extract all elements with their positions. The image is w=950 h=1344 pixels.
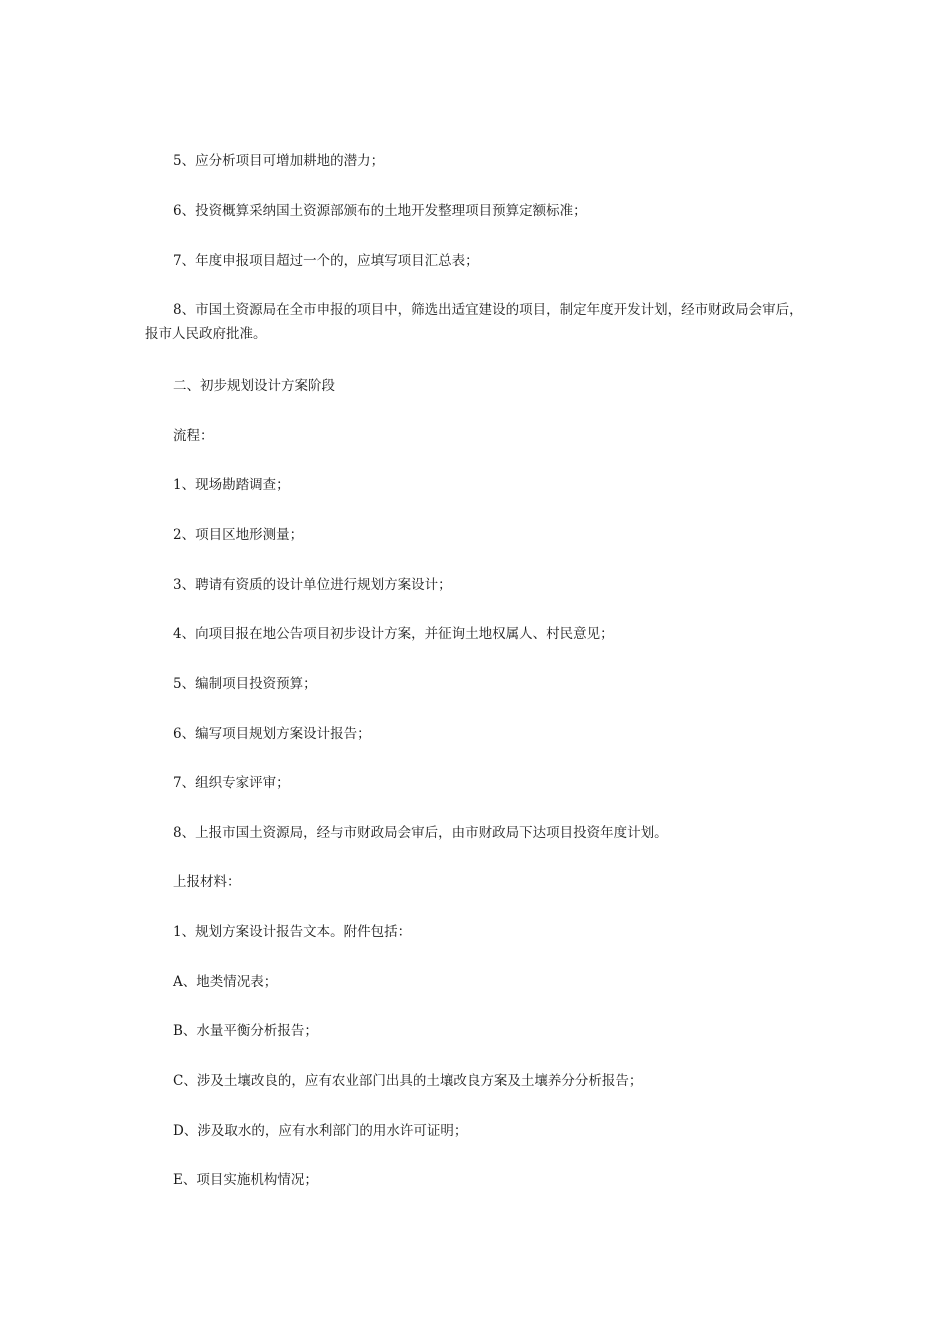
paragraph-9: 3、聘请有资质的设计单位进行规划方案设计； (173, 577, 452, 593)
paragraph-3: 7、年度申报项目超过一个的，应填写项目汇总表； (173, 253, 479, 269)
paragraph-7: 1、现场勘踏调查； (173, 477, 290, 493)
paragraph-11: 5、编制项目投资预算； (173, 676, 317, 692)
paragraph-10: 4、向项目报在地公告项目初步设计方案，并征询土地权属人、村民意见； (173, 626, 614, 642)
paragraph-4: 8、市国土资源局在全市申报的项目中，筛选出适宜建设的项目，制定年度开发计划，经市财政局会审后，报市人民政府批准。 (145, 302, 803, 342)
paragraph-19: C、涉及土壤改良的，应有农业部门出具的土壤改良方案及土壤养分分析报告； (173, 1073, 643, 1089)
paragraph-21: E、项目实施机构情况； (173, 1172, 318, 1188)
paragraph-14: 8、上报市国土资源局，经与市财政局会审后，由市财政局下达项目投资年度计划。 (173, 825, 668, 841)
paragraph-16: 1、规划方案设计报告文本。附件包括： (173, 924, 412, 940)
paragraph-13: 7、组织专家评审； (173, 775, 290, 791)
paragraph-17: A、地类情况表； (173, 974, 278, 990)
process-label: 流程： (173, 428, 214, 444)
materials-label: 上报材料： (173, 874, 241, 890)
paragraph-2: 6、投资概算采纳国土资源部颁布的土地开发整理项目预算定额标准； (173, 203, 587, 219)
paragraph-8: 2、项目区地形测量； (173, 527, 304, 543)
paragraph-18: B、水量平衡分析报告； (173, 1023, 318, 1039)
section-heading: 二、初步规划设计方案阶段 (173, 378, 335, 394)
paragraph-12: 6、编写项目规划方案设计报告； (173, 726, 371, 742)
paragraph-1: 5、应分析项目可增加耕地的潜力； (173, 153, 385, 169)
paragraph-20: D、涉及取水的，应有水利部门的用水许可证明； (173, 1123, 468, 1139)
